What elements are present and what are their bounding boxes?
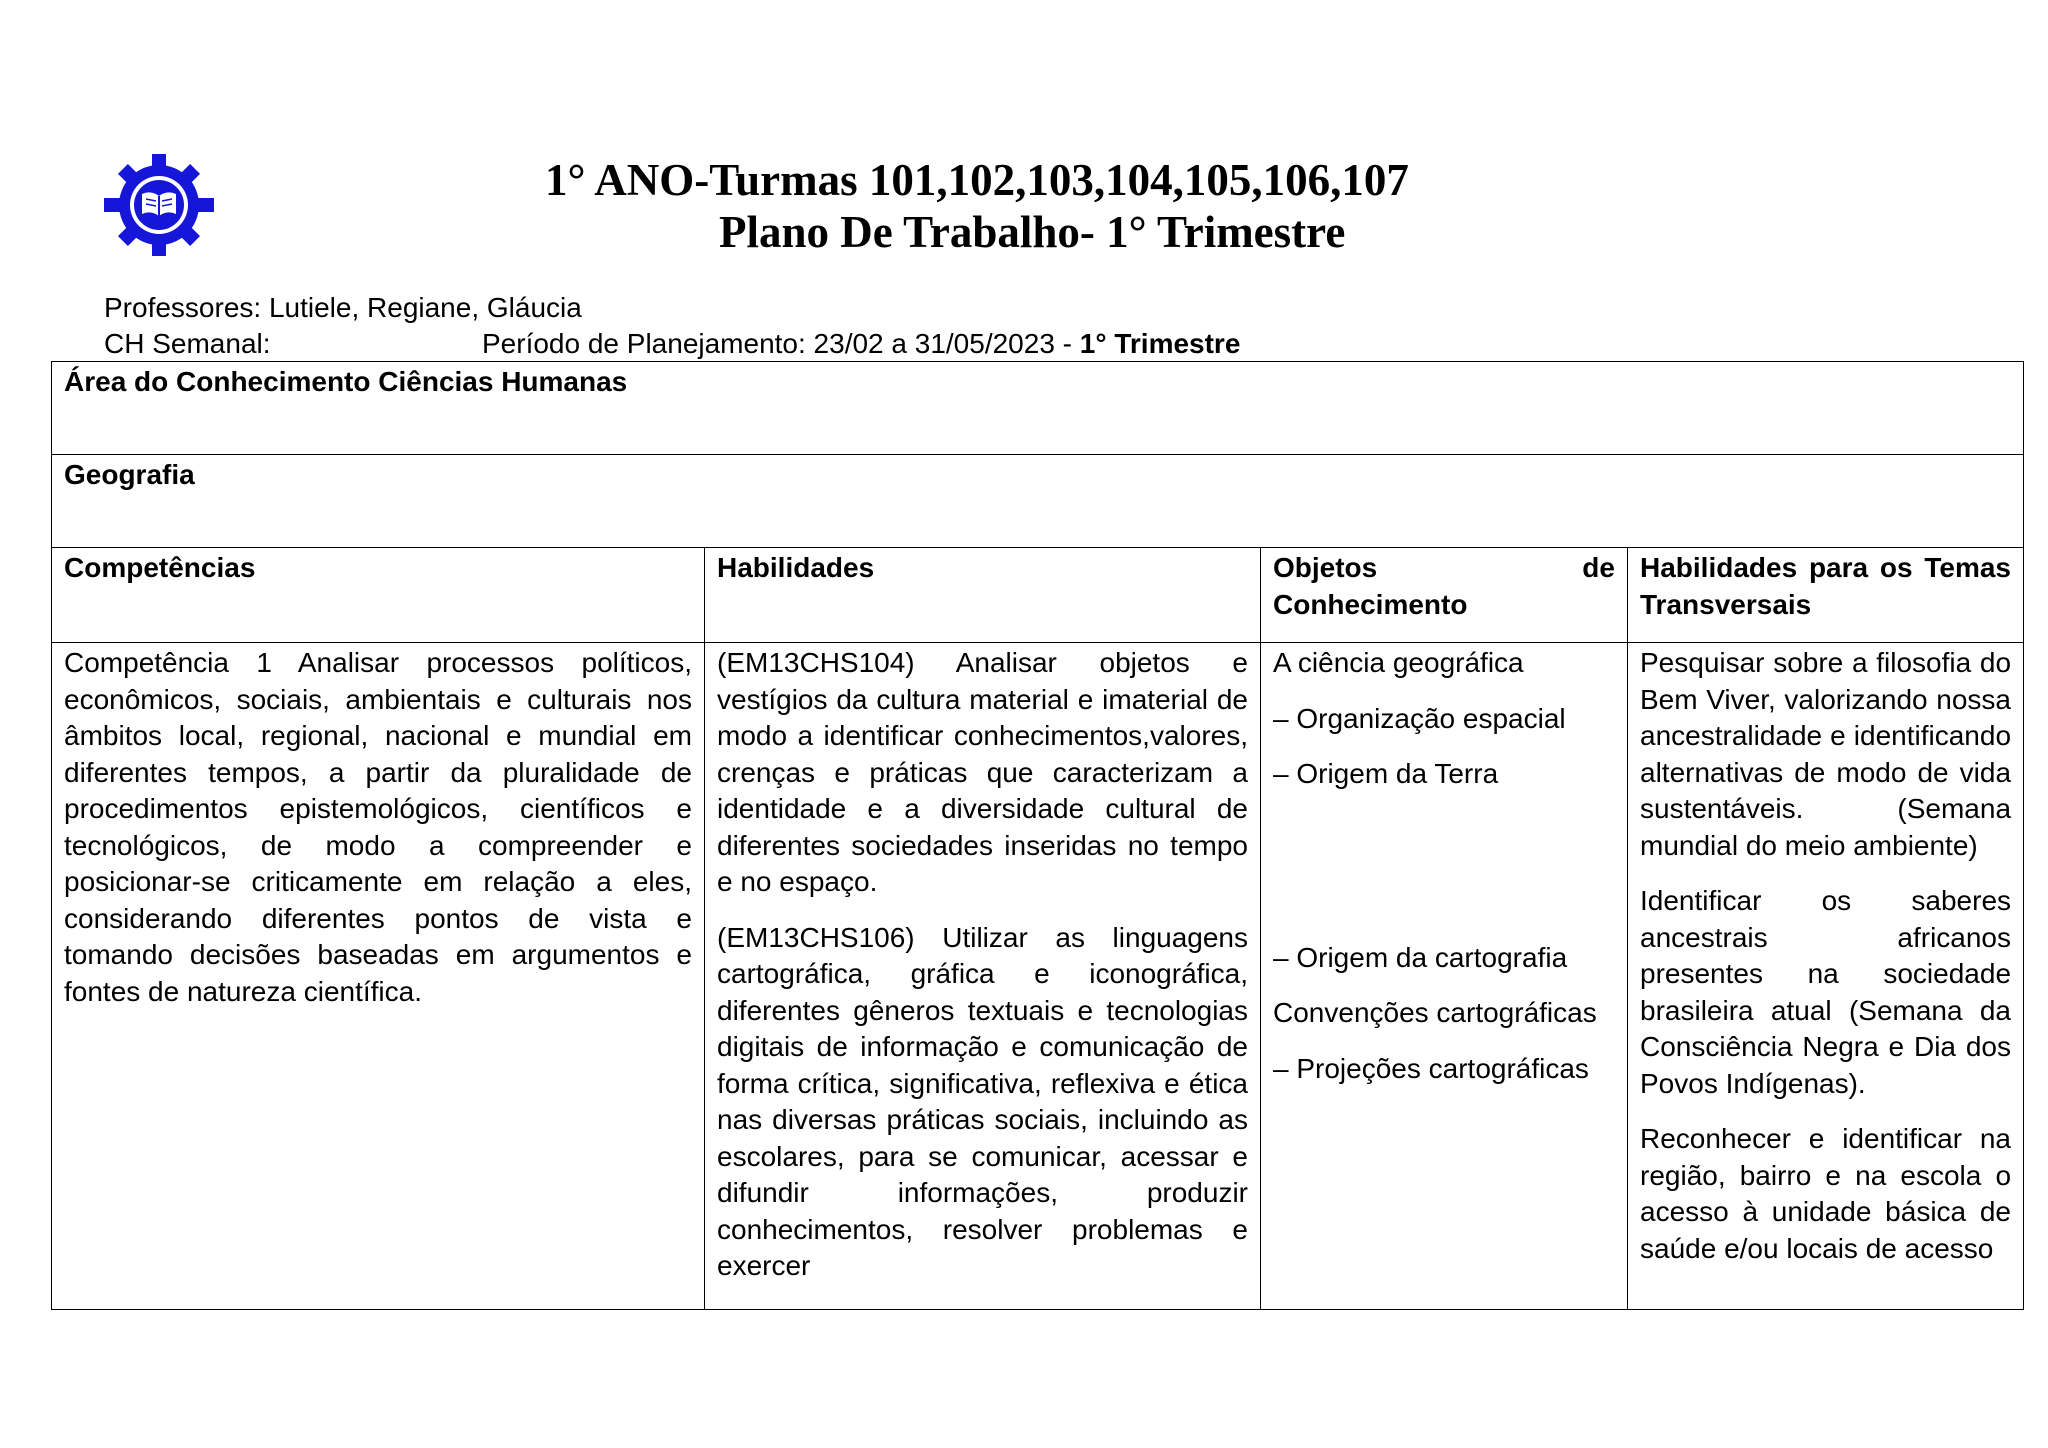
school-logo xyxy=(104,154,214,256)
habilidade-paragraph: (EM13CHS104) Analisar objetos e vestígios da cultura material e imaterial de modo a identificar conhecimentos,valores, crenças e práticas que caracterizam a identidade e a diversidade cultural de diferentes sociedades inseridas no tempo e no espaço. xyxy=(717,647,1248,897)
work-plan-table xyxy=(51,361,2024,1310)
column-header: Competências xyxy=(52,548,705,643)
column-header-text: Objetos de Conhecimento xyxy=(1273,552,1615,620)
subject: Geografia xyxy=(52,455,2024,548)
objeto-item: Convenções cartográficas xyxy=(1273,997,1597,1028)
ch-period-line xyxy=(104,326,1241,362)
document-title-line1: 1° ANO-Turmas 101,102,103,104,105,106,107 xyxy=(545,155,1409,205)
objeto-item: – Origem da Terra xyxy=(1273,758,1499,789)
objetos-cell xyxy=(1261,643,1628,1310)
competencias-cell xyxy=(52,643,705,1310)
spacer xyxy=(1273,812,1615,940)
objeto-item: – Origem da cartografia xyxy=(1273,941,1568,973)
tema-paragraph: Pesquisar sobre a filosofia do Bem Viver, valorizando nossa ancestralidade e identificando alternativas de modo de vida sustentáveis. (Semana mundial do meio ambiente) xyxy=(1640,647,2012,861)
habilidade-paragraph: (EM13CHS106) Utilizar as linguagens cartográfica, gráfica e iconográfica, diferentes gêneros textuais e tecnologias digitais de informação e comunicação de forma crítica, significativa, reflexiva e ética nas diversas práticas sociais, incluindo as escolares, para se comunicar, acessar e difundir informações, produzir conhecimentos, resolver problemas e exercer xyxy=(717,921,1248,1281)
column-header xyxy=(1628,548,2024,643)
column-header xyxy=(1261,548,1628,643)
document-title-line2: Plano De Trabalho- 1° Trimestre xyxy=(719,207,1346,257)
tema-paragraph: Identificar os saberes ancestrais africanos presentes na sociedade brasileira atual (Semana da Consciência Negra e Dia dos Povos Indígenas). xyxy=(1640,885,2012,1099)
period-text: Período de Planejamento: 23/02 a 31/05/2023 - xyxy=(482,328,1080,359)
ch-label: CH Semanal: xyxy=(104,328,271,359)
column-header: Habilidades xyxy=(705,548,1261,643)
professors-line: Professores: Lutiele, Regiane, Gláucia xyxy=(104,292,582,323)
subject-row xyxy=(52,455,2024,548)
temas-cell xyxy=(1628,643,2024,1310)
habilidades-cell xyxy=(705,643,1261,1310)
knowledge-area: Área do Conhecimento Ciências Humanas xyxy=(52,362,2024,455)
table-header-row xyxy=(52,548,2024,643)
planning-period xyxy=(482,326,1240,362)
column-header-text: Habilidades para os Temas Transversais xyxy=(1640,552,2012,620)
tema-paragraph: Reconhecer e identificar na região, bairro e na escola o acesso à unidade básica de saúde e/ou locais de acesso xyxy=(1640,1123,2012,1264)
period-trimester: 1° Trimestre xyxy=(1079,328,1241,359)
objeto-item: – Projeções cartográficas xyxy=(1273,1052,1589,1084)
objeto-item: – Organização espacial xyxy=(1273,702,1566,734)
competencia-text: Competência 1 Analisar processos políticos, econômicos, sociais, ambientais e culturais nos âmbitos local, regional, nacional e mundial em diferentes tempos, a partir da pluralidade de procedimentos epistemológicos, científicos e tecnológicos, de modo a compreender e posicionar-se criticamente em relação a eles, considerando diferentes pontos de vista e tomando decisões baseadas em argumentos e fontes de natureza científica. xyxy=(64,647,692,1007)
area-row xyxy=(52,362,2024,455)
objeto-item: A ciência geográfica xyxy=(1273,647,1524,678)
table-body-row xyxy=(52,643,2024,1310)
